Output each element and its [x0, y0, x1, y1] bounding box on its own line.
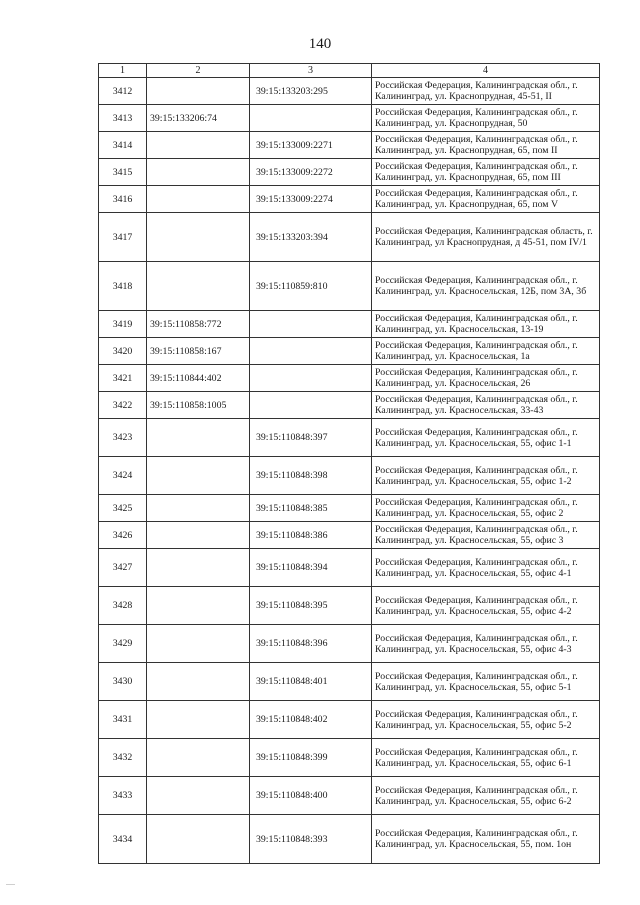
cadastral-number-col2 [147, 739, 250, 777]
row-number: 3414 [99, 132, 147, 159]
cadastral-number-col3: 39:15:133009:2274 [250, 186, 372, 213]
cadastral-number-col3: 39:15:110848:402 [250, 701, 372, 739]
row-number: 3428 [99, 587, 147, 625]
cadastral-number-col3: 39:15:110848:396 [250, 625, 372, 663]
row-number: 3417 [99, 213, 147, 262]
table-row [99, 105, 600, 132]
table-row [99, 213, 600, 262]
row-number: 3424 [99, 457, 147, 495]
address-cell: Российская Федерация, Калининградская обл., г. Калининград, ул. Краснопрудная, 50 [372, 105, 600, 132]
row-number: 3427 [99, 549, 147, 587]
cadastral-number-col3: 39:15:110848:395 [250, 587, 372, 625]
row-number: 3432 [99, 739, 147, 777]
margin-mark [6, 884, 15, 885]
page-number: 140 [308, 36, 332, 52]
cadastral-number-col3 [250, 365, 372, 392]
row-number: 3422 [99, 392, 147, 419]
address-cell: Российская Федерация, Калининградская обл., г. Калининград, ул. Краснопрудная, 65, пом II [372, 132, 600, 159]
row-number: 3420 [99, 338, 147, 365]
cadastral-number-col2 [147, 495, 250, 522]
cadastral-number-col2: 39:15:110858:167 [147, 338, 250, 365]
cadastral-number-col2: 39:15:110844:402 [147, 365, 250, 392]
cadastral-number-col3: 39:15:110848:397 [250, 419, 372, 457]
table-header [99, 64, 600, 78]
cadastral-number-col3: 39:15:133009:2272 [250, 159, 372, 186]
cadastral-number-col2 [147, 587, 250, 625]
address-cell: Российская Федерация, Калининградская обл., г. Калининград, ул. Красносельская, 55, офис 3 [372, 522, 600, 549]
address-cell: Российская Федерация, Калининградская обл., г. Калининград, ул. Красносельская, 55, офис 4-2 [372, 587, 600, 625]
cadastral-number-col3: 39:15:110848:394 [250, 549, 372, 587]
cadastral-number-col3: 39:15:110848:393 [250, 815, 372, 864]
registry-table [98, 63, 600, 864]
cadastral-number-col2 [147, 522, 250, 549]
cadastral-number-col2: 39:15:133206:74 [147, 105, 250, 132]
row-number: 3416 [99, 186, 147, 213]
row-number: 3425 [99, 495, 147, 522]
row-number: 3434 [99, 815, 147, 864]
row-number: 3412 [99, 78, 147, 105]
cadastral-number-col2 [147, 186, 250, 213]
cadastral-number-col3 [250, 392, 372, 419]
row-number: 3421 [99, 365, 147, 392]
table-row [99, 495, 600, 522]
address-cell: Российская Федерация, Калининградская обл., г. Калининград, ул. Красносельская, 55, офис 6-1 [372, 739, 600, 777]
table-row [99, 159, 600, 186]
row-number: 3433 [99, 777, 147, 815]
address-cell: Российская Федерация, Калининградская область, г. Калининград, ул Краснопрудная, д 45-51, пом IV/1 [372, 213, 600, 262]
table-row [99, 78, 600, 105]
cadastral-number-col2 [147, 815, 250, 864]
cadastral-number-col2 [147, 213, 250, 262]
table-row [99, 625, 600, 663]
row-number: 3429 [99, 625, 147, 663]
cadastral-number-col3: 39:15:110848:385 [250, 495, 372, 522]
cadastral-number-col3: 39:15:110848:398 [250, 457, 372, 495]
table-row [99, 777, 600, 815]
address-cell: Российская Федерация, Калининградская обл., г. Калининград, ул. Красносельская, 55, пом. 1он [372, 815, 600, 864]
cadastral-number-col2 [147, 262, 250, 311]
address-cell: Российская Федерация, Калининградская обл., г. Калининград, ул. Красносельская, 55, офис 1-1 [372, 419, 600, 457]
row-number: 3430 [99, 663, 147, 701]
row-number: 3423 [99, 419, 147, 457]
table-row [99, 392, 600, 419]
cadastral-number-col2 [147, 457, 250, 495]
header-col-2: 2 [147, 64, 250, 78]
table-row [99, 663, 600, 701]
row-number: 3418 [99, 262, 147, 311]
cadastral-number-col2 [147, 625, 250, 663]
table-row [99, 186, 600, 213]
row-number: 3413 [99, 105, 147, 132]
cadastral-number-col3: 39:15:110848:386 [250, 522, 372, 549]
cadastral-number-col2 [147, 663, 250, 701]
address-cell: Российская Федерация, Калининградская обл., г. Калининград, ул. Краснопрудная, 65, пом III [372, 159, 600, 186]
cadastral-number-col2 [147, 701, 250, 739]
address-cell: Российская Федерация, Калининградская обл., г. Калининград, ул. Красносельская, 13-19 [372, 311, 600, 338]
header-col-4: 4 [372, 64, 600, 78]
address-cell: Российская Федерация, Калининградская обл., г. Калининград, ул. Красносельская, 26 [372, 365, 600, 392]
cadastral-number-col2 [147, 132, 250, 159]
address-cell: Российская Федерация, Калининградская обл., г. Калининград, ул. Красносельская, 55, офис 4-1 [372, 549, 600, 587]
cadastral-number-col2 [147, 159, 250, 186]
address-cell: Российская Федерация, Калининградская обл., г. Калининград, ул. Краснопрудная, 45-51, II [372, 78, 600, 105]
cadastral-number-col2 [147, 78, 250, 105]
header-col-1: 1 [99, 64, 147, 78]
address-cell: Российская Федерация, Калининградская обл., г. Калининград, ул. Красносельская, 55, офис 1-2 [372, 457, 600, 495]
address-cell: Российская Федерация, Калининградская обл., г. Калининград, ул. Красносельская, 55, офис 2 [372, 495, 600, 522]
table-row [99, 419, 600, 457]
cadastral-number-col3: 39:15:110848:399 [250, 739, 372, 777]
cadastral-number-col3: 39:15:133009:2271 [250, 132, 372, 159]
cadastral-number-col2 [147, 419, 250, 457]
cadastral-number-col3: 39:15:110848:401 [250, 663, 372, 701]
address-cell: Российская Федерация, Калининградская обл., г. Калининград, ул. Красносельская, 55, офис 4-3 [372, 625, 600, 663]
table-row [99, 701, 600, 739]
table-row [99, 549, 600, 587]
address-cell: Российская Федерация, Калининградская обл., г. Калининград, ул. Красносельская, 1а [372, 338, 600, 365]
cadastral-number-col3 [250, 105, 372, 132]
table-row [99, 338, 600, 365]
row-number: 3419 [99, 311, 147, 338]
address-cell: Российская Федерация, Калининградская обл., г. Калининград, ул. Красносельская, 12Б, пом 3А, 3б [372, 262, 600, 311]
table-row [99, 262, 600, 311]
table-row [99, 815, 600, 864]
table-row [99, 311, 600, 338]
header-row [99, 64, 600, 78]
cadastral-number-col2: 39:15:110858:772 [147, 311, 250, 338]
table-row [99, 365, 600, 392]
table-row [99, 132, 600, 159]
table-row [99, 587, 600, 625]
cadastral-number-col2 [147, 549, 250, 587]
table-row [99, 739, 600, 777]
cadastral-number-col3: 39:15:110848:400 [250, 777, 372, 815]
address-cell: Российская Федерация, Калининградская обл., г. Калининград, ул. Красносельская, 55, офис 6-2 [372, 777, 600, 815]
table-row [99, 457, 600, 495]
address-cell: Российская Федерация, Калининградская обл., г. Калининград, ул. Красносельская, 55, офис 5-1 [372, 663, 600, 701]
address-cell: Российская Федерация, Калининградская обл., г. Калининград, ул. Красносельская, 33-43 [372, 392, 600, 419]
cadastral-number-col3: 39:15:110859:810 [250, 262, 372, 311]
table-row [99, 522, 600, 549]
row-number: 3431 [99, 701, 147, 739]
address-cell: Российская Федерация, Калининградская обл., г. Калининград, ул. Красносельская, 55, офис 5-2 [372, 701, 600, 739]
table-body [99, 78, 600, 864]
cadastral-number-col2: 39:15:110858:1005 [147, 392, 250, 419]
row-number: 3415 [99, 159, 147, 186]
cadastral-number-col3 [250, 311, 372, 338]
cadastral-number-col3 [250, 338, 372, 365]
cadastral-number-col3: 39:15:133203:295 [250, 78, 372, 105]
cadastral-number-col3: 39:15:133203:394 [250, 213, 372, 262]
header-col-3: 3 [250, 64, 372, 78]
row-number: 3426 [99, 522, 147, 549]
cadastral-number-col2 [147, 777, 250, 815]
address-cell: Российская Федерация, Калининградская обл., г. Калининград, ул. Краснопрудная, 65, пом V [372, 186, 600, 213]
